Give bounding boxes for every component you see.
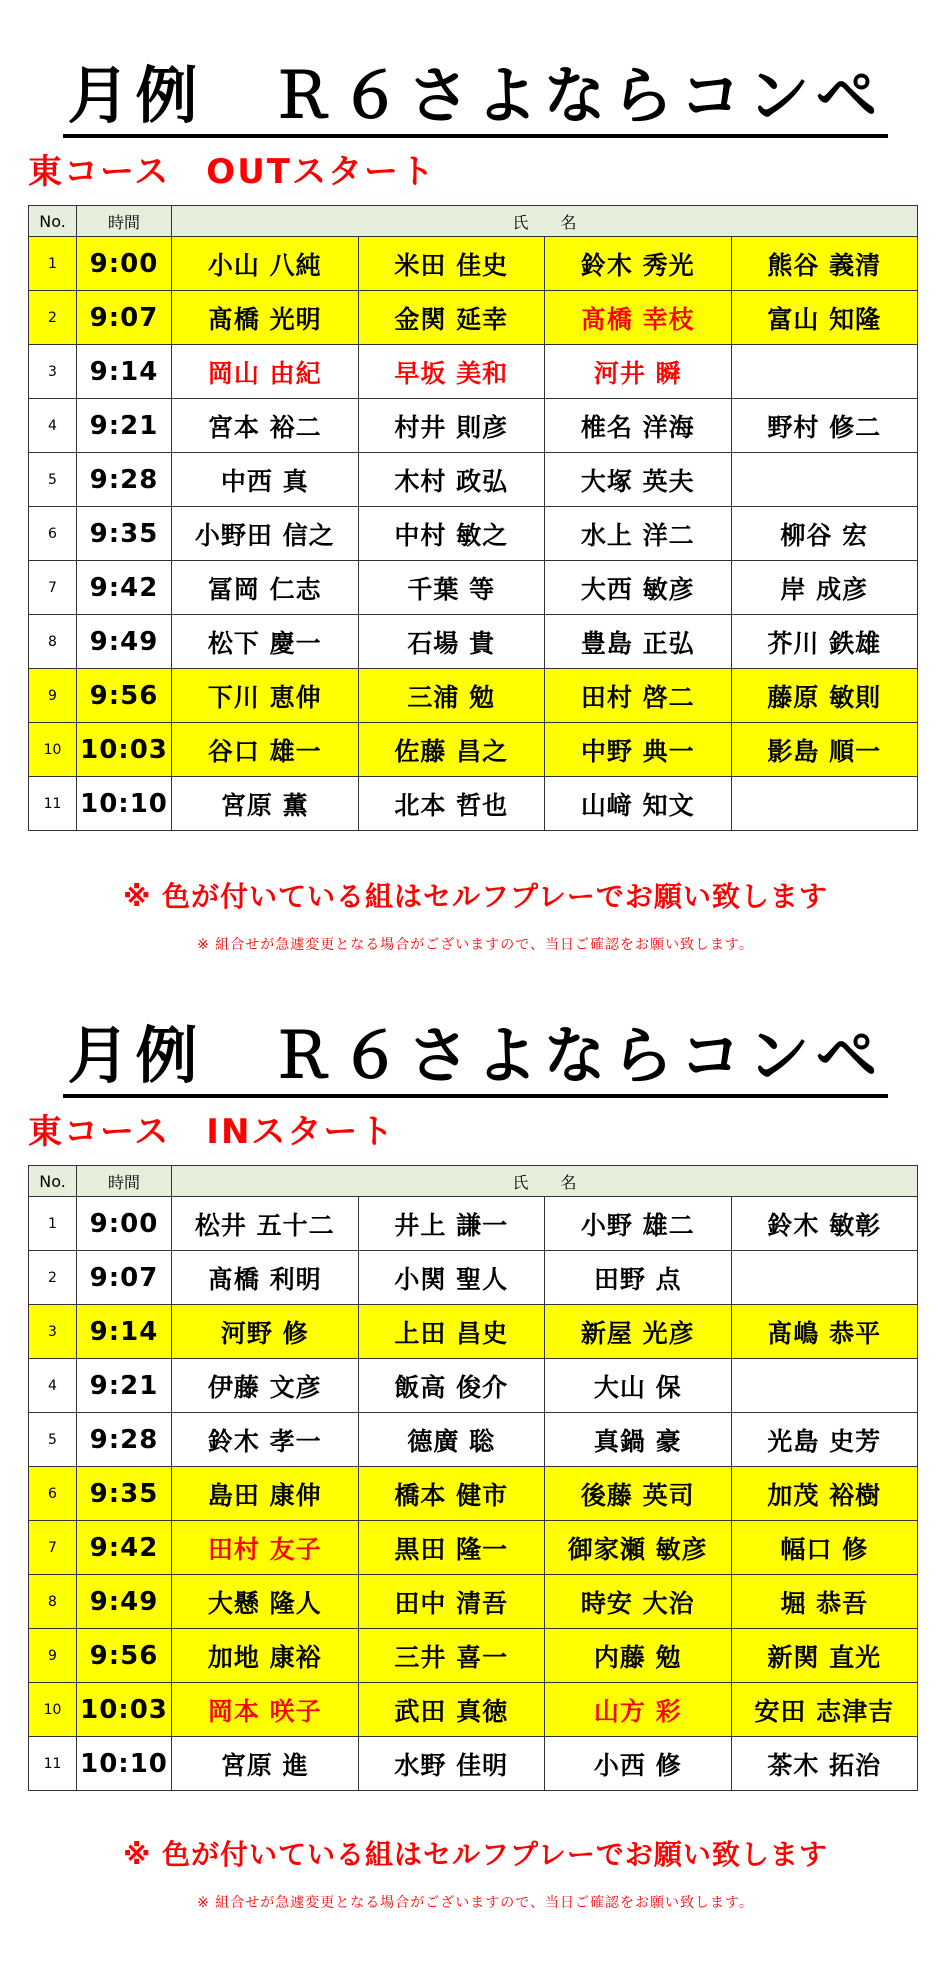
player-name: 三浦 勉 bbox=[358, 669, 545, 723]
tee-time: 9:21 bbox=[77, 1359, 172, 1413]
player-name: 松井 五十二 bbox=[172, 1197, 359, 1251]
player-name: 武田 真徳 bbox=[358, 1683, 545, 1737]
player-name: 新関 直光 bbox=[731, 1629, 918, 1683]
player-name: 河野 修 bbox=[172, 1305, 359, 1359]
group-number: 11 bbox=[29, 777, 77, 831]
player-name: 野村 修二 bbox=[731, 399, 918, 453]
tee-time: 9:21 bbox=[77, 399, 172, 453]
group-number: 9 bbox=[29, 669, 77, 723]
group-number: 2 bbox=[29, 1251, 77, 1305]
group-number: 3 bbox=[29, 345, 77, 399]
self-play-notice: ※ 色が付いている組はセルフプレーでお願い致します bbox=[123, 1838, 828, 1871]
player-name: 後藤 英司 bbox=[545, 1467, 732, 1521]
tee-time-row bbox=[29, 1197, 918, 1251]
player-name: 鈴木 秀光 bbox=[545, 237, 732, 291]
player-name: 大懸 隆人 bbox=[172, 1575, 359, 1629]
tee-time: 9:28 bbox=[77, 453, 172, 507]
tee-time-row bbox=[29, 1359, 918, 1413]
player-name: 大塚 英夫 bbox=[545, 453, 732, 507]
player-name: 冨岡 仁志 bbox=[172, 561, 359, 615]
player-name: 米田 佳史 bbox=[358, 237, 545, 291]
tee-time-row bbox=[29, 507, 918, 561]
tee-time: 9:07 bbox=[77, 291, 172, 345]
player-name: 御家瀬 敏彦 bbox=[545, 1521, 732, 1575]
group-number: 4 bbox=[29, 1359, 77, 1413]
table-header-row bbox=[29, 206, 918, 237]
header-no: No. bbox=[29, 206, 77, 237]
player-name: 村井 則彦 bbox=[358, 399, 545, 453]
player-name: 藤原 敏則 bbox=[731, 669, 918, 723]
tee-time-row bbox=[29, 291, 918, 345]
page-title-text: 月例 Ｒ６さよならコンペ bbox=[63, 1020, 887, 1098]
player-name: 河井 瞬 bbox=[545, 345, 732, 399]
tee-time-table bbox=[28, 205, 918, 831]
tee-time-row bbox=[29, 615, 918, 669]
player-name: 金関 延幸 bbox=[358, 291, 545, 345]
player-name: 豊島 正弘 bbox=[545, 615, 732, 669]
player-name: 宮原 薫 bbox=[172, 777, 359, 831]
table-header-row bbox=[29, 1166, 918, 1197]
player-name: 小山 八純 bbox=[172, 237, 359, 291]
player-name: 飯高 俊介 bbox=[358, 1359, 545, 1413]
tee-time: 9:14 bbox=[77, 345, 172, 399]
player-name: 岸 成彦 bbox=[731, 561, 918, 615]
player-name: 三井 喜一 bbox=[358, 1629, 545, 1683]
tee-time-row bbox=[29, 1305, 918, 1359]
player-name: 小関 聖人 bbox=[358, 1251, 545, 1305]
page-title bbox=[0, 1020, 951, 1098]
tee-time-row bbox=[29, 777, 918, 831]
header-no: No. bbox=[29, 1166, 77, 1197]
player-name: 宮本 裕二 bbox=[172, 399, 359, 453]
player-name: 木村 政弘 bbox=[358, 453, 545, 507]
header-time: 時間 bbox=[77, 206, 172, 237]
player-name: 鈴木 孝一 bbox=[172, 1413, 359, 1467]
tee-time: 9:14 bbox=[77, 1305, 172, 1359]
tee-time: 10:03 bbox=[77, 723, 172, 777]
tee-time-row bbox=[29, 453, 918, 507]
group-number: 1 bbox=[29, 237, 77, 291]
tee-time-row bbox=[29, 1413, 918, 1467]
player-name: 下川 恵伸 bbox=[172, 669, 359, 723]
player-name: 真鍋 豪 bbox=[545, 1413, 732, 1467]
player-name: 山方 彩 bbox=[545, 1683, 732, 1737]
header-names: 氏 名 bbox=[172, 206, 918, 237]
tee-time-row bbox=[29, 1683, 918, 1737]
tee-time: 9:42 bbox=[77, 1521, 172, 1575]
player-name bbox=[731, 1359, 918, 1413]
tee-time: 9:00 bbox=[77, 1197, 172, 1251]
player-name: 宮原 進 bbox=[172, 1737, 359, 1791]
tee-time-row bbox=[29, 561, 918, 615]
player-name: 山﨑 知文 bbox=[545, 777, 732, 831]
player-name: 大山 保 bbox=[545, 1359, 732, 1413]
tee-time: 9:35 bbox=[77, 1467, 172, 1521]
player-name: 石場 貴 bbox=[358, 615, 545, 669]
player-name: 德廣 聡 bbox=[358, 1413, 545, 1467]
player-name: 上田 昌史 bbox=[358, 1305, 545, 1359]
tee-time: 9:35 bbox=[77, 507, 172, 561]
player-name: 髙橋 光明 bbox=[172, 291, 359, 345]
player-name: 松下 慶一 bbox=[172, 615, 359, 669]
player-name: 安田 志津吉 bbox=[731, 1683, 918, 1737]
player-name: 大西 敏彦 bbox=[545, 561, 732, 615]
player-name: 中村 敏之 bbox=[358, 507, 545, 561]
player-name bbox=[731, 345, 918, 399]
group-number: 10 bbox=[29, 1683, 77, 1737]
page-title bbox=[0, 60, 951, 138]
player-name: 水上 洋二 bbox=[545, 507, 732, 561]
player-name: 北本 哲也 bbox=[358, 777, 545, 831]
player-name: 田村 友子 bbox=[172, 1521, 359, 1575]
player-name: 千葉 等 bbox=[358, 561, 545, 615]
tee-time-row bbox=[29, 1467, 918, 1521]
player-name: 加地 康裕 bbox=[172, 1629, 359, 1683]
player-name: 椎名 洋海 bbox=[545, 399, 732, 453]
group-number: 6 bbox=[29, 1467, 77, 1521]
self-play-notice: ※ 色が付いている組はセルフプレーでお願い致します bbox=[123, 880, 828, 913]
player-name bbox=[731, 453, 918, 507]
group-number: 8 bbox=[29, 1575, 77, 1629]
player-name: 髙嶋 恭平 bbox=[731, 1305, 918, 1359]
group-number: 8 bbox=[29, 615, 77, 669]
group-number: 1 bbox=[29, 1197, 77, 1251]
player-name: 光島 史芳 bbox=[731, 1413, 918, 1467]
group-number: 3 bbox=[29, 1305, 77, 1359]
player-name: 内藤 勉 bbox=[545, 1629, 732, 1683]
player-name bbox=[731, 1251, 918, 1305]
tee-time: 9:49 bbox=[77, 1575, 172, 1629]
player-name: 柳谷 宏 bbox=[731, 507, 918, 561]
tee-time-table bbox=[28, 1165, 918, 1791]
tee-time-row bbox=[29, 399, 918, 453]
group-number: 2 bbox=[29, 291, 77, 345]
tee-time: 10:10 bbox=[77, 1737, 172, 1791]
header-names: 氏 名 bbox=[172, 1166, 918, 1197]
tee-time: 10:03 bbox=[77, 1683, 172, 1737]
player-name: 黒田 隆一 bbox=[358, 1521, 545, 1575]
tee-time-row bbox=[29, 723, 918, 777]
player-name: 橋本 健市 bbox=[358, 1467, 545, 1521]
player-name: 井上 謙一 bbox=[358, 1197, 545, 1251]
player-name: 中西 真 bbox=[172, 453, 359, 507]
tee-time: 9:42 bbox=[77, 561, 172, 615]
page-title-text: 月例 Ｒ６さよならコンペ bbox=[63, 60, 887, 138]
group-number: 4 bbox=[29, 399, 77, 453]
player-name: 鈴木 敏彰 bbox=[731, 1197, 918, 1251]
player-name: 田村 啓二 bbox=[545, 669, 732, 723]
tee-time: 9:56 bbox=[77, 1629, 172, 1683]
player-name: 芥川 鉄雄 bbox=[731, 615, 918, 669]
tee-time: 9:00 bbox=[77, 237, 172, 291]
course-label: 東コース OUTスタート bbox=[28, 152, 437, 192]
player-name: 岡本 咲子 bbox=[172, 1683, 359, 1737]
tee-time: 9:28 bbox=[77, 1413, 172, 1467]
player-name: 茶木 拓治 bbox=[731, 1737, 918, 1791]
group-number: 7 bbox=[29, 561, 77, 615]
group-number: 5 bbox=[29, 1413, 77, 1467]
tee-time: 9:49 bbox=[77, 615, 172, 669]
change-notice: ※ 組合せが急遽変更となる場合がございますので、当日ご確認をお願い致します。 bbox=[197, 937, 754, 953]
player-name: 水野 佳明 bbox=[358, 1737, 545, 1791]
group-number: 7 bbox=[29, 1521, 77, 1575]
player-name: 中野 典一 bbox=[545, 723, 732, 777]
player-name: 加茂 裕樹 bbox=[731, 1467, 918, 1521]
player-name: 島田 康伸 bbox=[172, 1467, 359, 1521]
group-number: 9 bbox=[29, 1629, 77, 1683]
player-name: 熊谷 義清 bbox=[731, 237, 918, 291]
player-name bbox=[731, 777, 918, 831]
player-name: 田中 清吾 bbox=[358, 1575, 545, 1629]
player-name: 富山 知隆 bbox=[731, 291, 918, 345]
tee-time-row bbox=[29, 669, 918, 723]
player-name: 佐藤 昌之 bbox=[358, 723, 545, 777]
player-name: 小西 修 bbox=[545, 1737, 732, 1791]
tee-time-row bbox=[29, 237, 918, 291]
player-name: 堀 恭吾 bbox=[731, 1575, 918, 1629]
player-name: 田野 点 bbox=[545, 1251, 732, 1305]
change-notice: ※ 組合せが急遽変更となる場合がございますので、当日ご確認をお願い致します。 bbox=[197, 1895, 754, 1911]
header-time: 時間 bbox=[77, 1166, 172, 1197]
player-name: 早坂 美和 bbox=[358, 345, 545, 399]
player-name: 谷口 雄一 bbox=[172, 723, 359, 777]
player-name: 小野 雄二 bbox=[545, 1197, 732, 1251]
player-name: 髙橋 利明 bbox=[172, 1251, 359, 1305]
player-name: 小野田 信之 bbox=[172, 507, 359, 561]
player-name: 髙橋 幸枝 bbox=[545, 291, 732, 345]
group-number: 10 bbox=[29, 723, 77, 777]
group-number: 5 bbox=[29, 453, 77, 507]
tee-time: 9:07 bbox=[77, 1251, 172, 1305]
group-number: 6 bbox=[29, 507, 77, 561]
player-name: 伊藤 文彦 bbox=[172, 1359, 359, 1413]
tee-time: 10:10 bbox=[77, 777, 172, 831]
player-name: 新屋 光彦 bbox=[545, 1305, 732, 1359]
tee-time-row bbox=[29, 1575, 918, 1629]
tee-time-row bbox=[29, 1521, 918, 1575]
group-number: 11 bbox=[29, 1737, 77, 1791]
tee-time-row bbox=[29, 1251, 918, 1305]
tee-time: 9:56 bbox=[77, 669, 172, 723]
player-name: 岡山 由紀 bbox=[172, 345, 359, 399]
player-name: 時安 大治 bbox=[545, 1575, 732, 1629]
course-label: 東コース INスタート bbox=[28, 1112, 396, 1152]
player-name: 幅口 修 bbox=[731, 1521, 918, 1575]
tee-time-row bbox=[29, 1737, 918, 1791]
player-name: 影島 順一 bbox=[731, 723, 918, 777]
tee-time-row bbox=[29, 345, 918, 399]
tee-time-row bbox=[29, 1629, 918, 1683]
